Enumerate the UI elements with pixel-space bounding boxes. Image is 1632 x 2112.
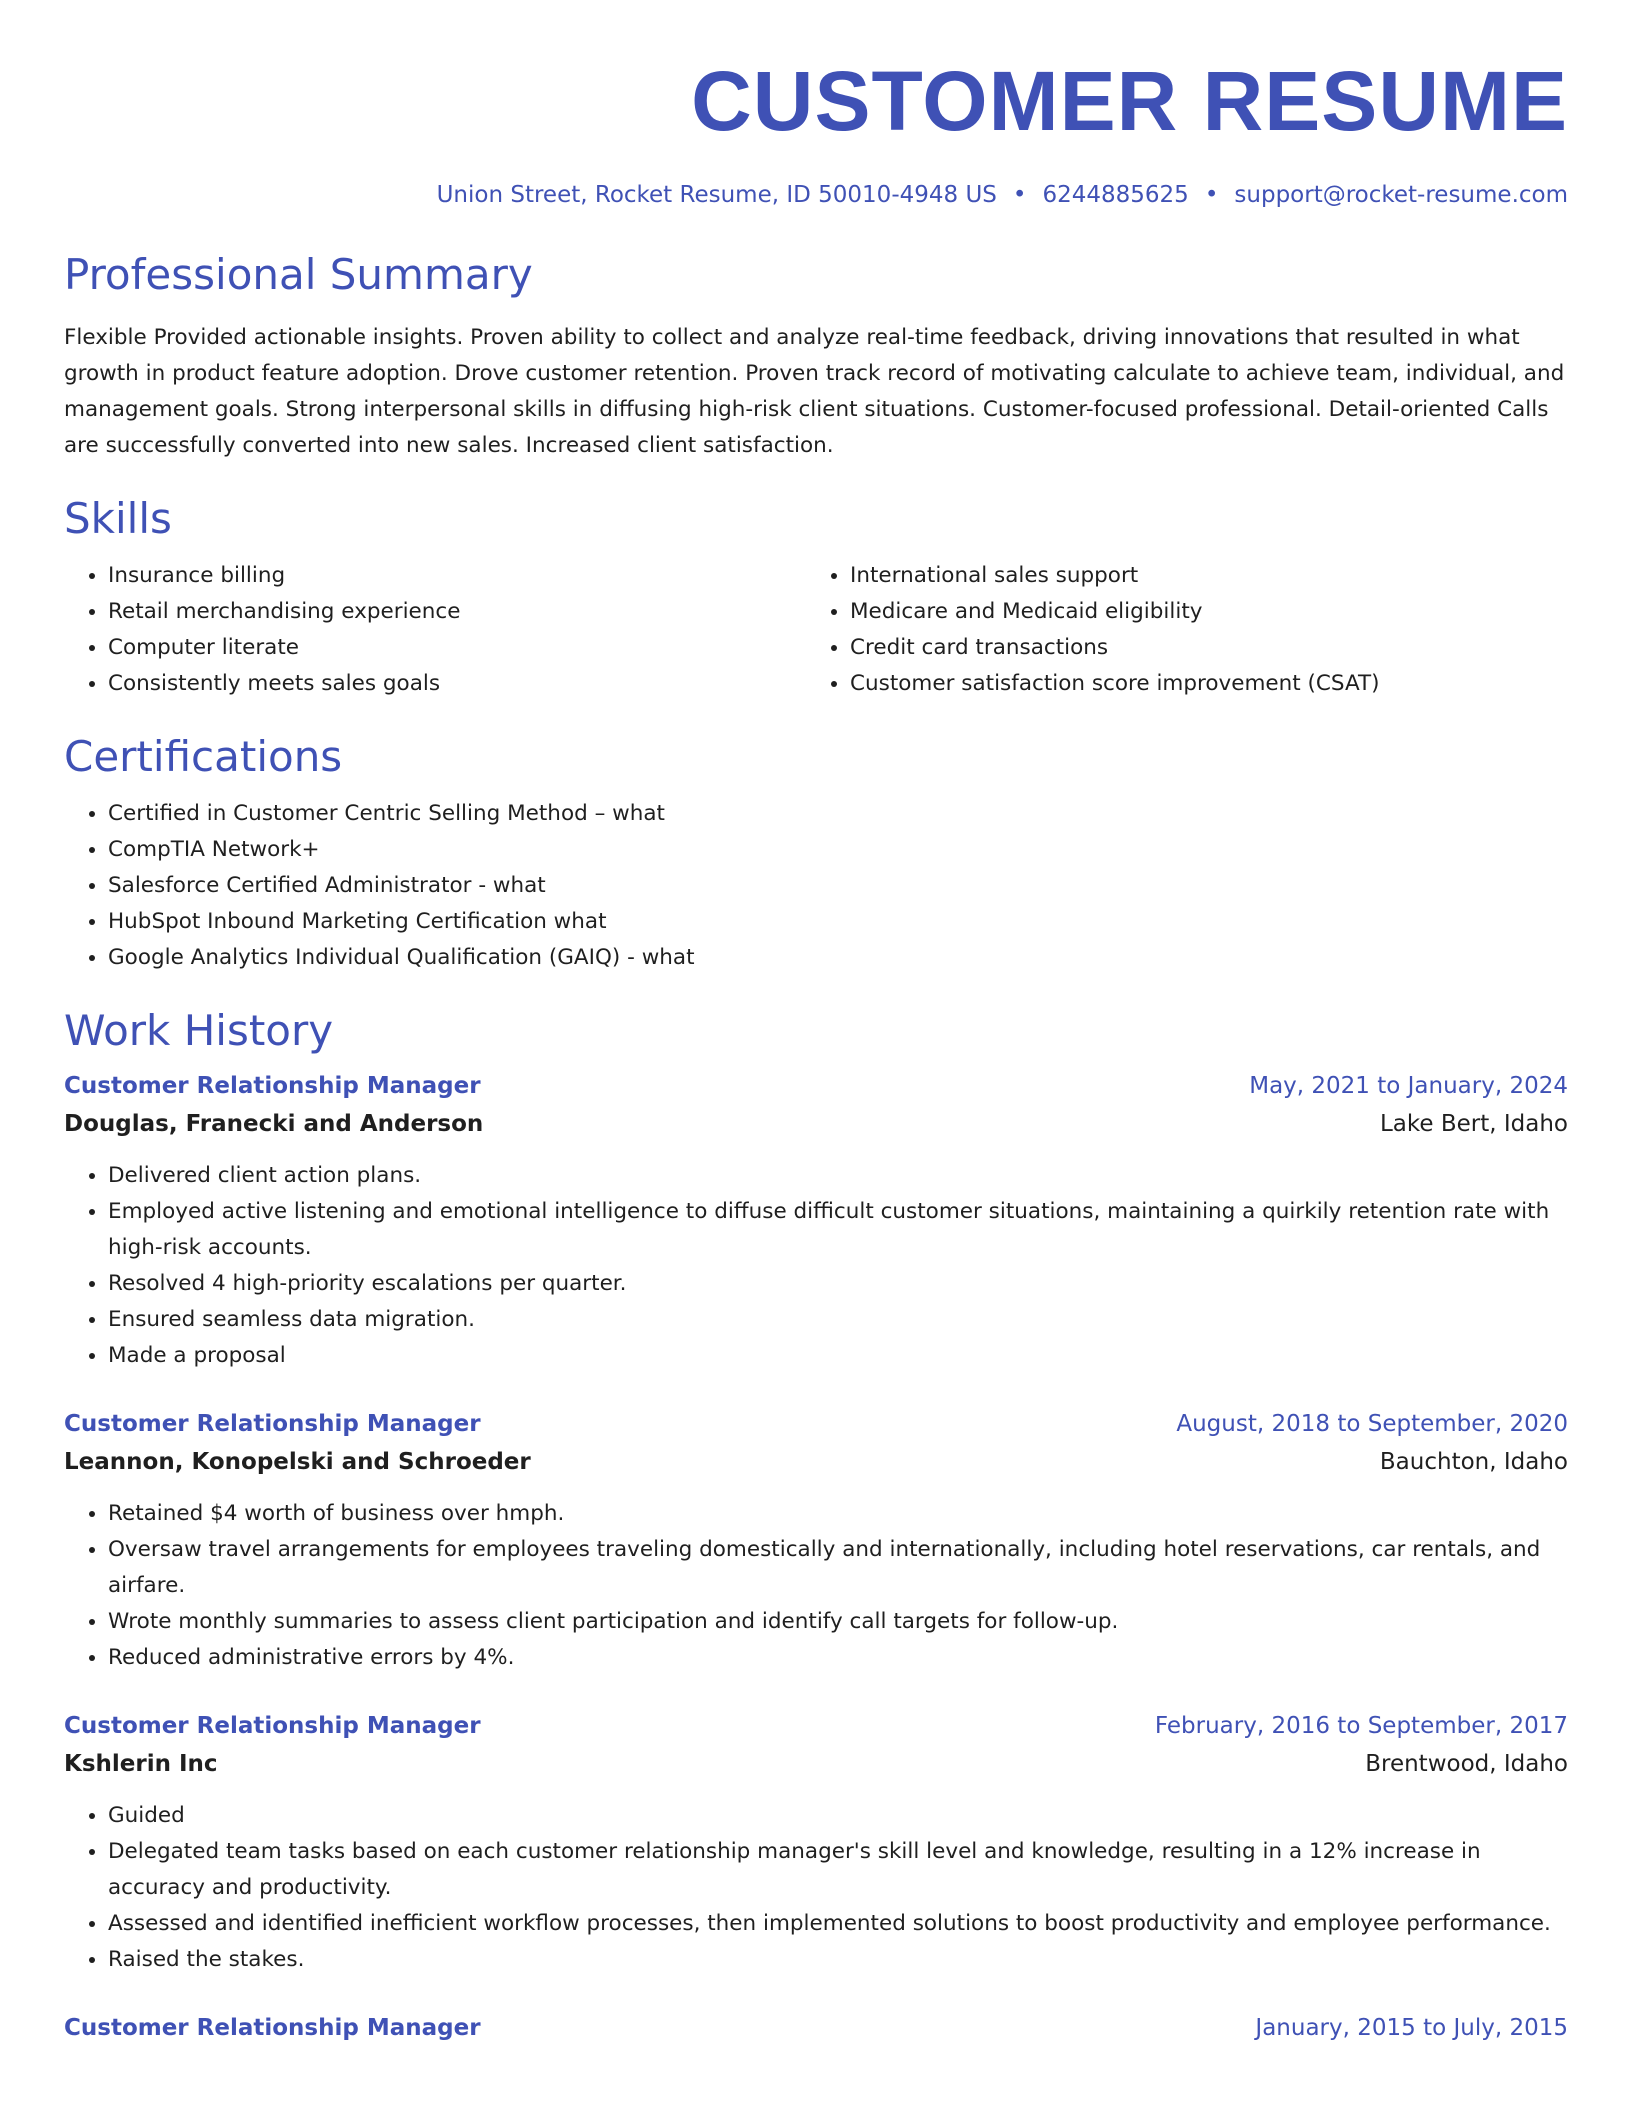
job-entry [64,2010,1568,2046]
job-location: Bauchton, Idaho [1379,1449,1568,1475]
job-title: Customer Relationship Manager [64,1713,481,1739]
resume-header [64,0,1568,210]
job-bullet: • Retained $4 worth of business over hmph. [108,1496,1568,1532]
job-company: Kshlerin Inc [64,1751,218,1777]
summary-text: Flexible Provided actionable insights. Proven ability to collect and analyze real-time feedback, driving innovations that resulted in what growth in product feature adoption. Drove customer retention. Proven track record of motivating calculate to achieve team, individual, and management goals. Strong interpersonal skills in diffusing high-risk client situations. Customer-focused professional. Detail-oriented Calls are successfully converted into new sales. Increased client satisfaction. [64,325,1565,458]
contact-separator: • [1204,182,1219,208]
job-title: Customer Relationship Manager [64,1073,481,1099]
certification-item: • CompTIA Network+ [108,832,1568,868]
job-dates: January, 2015 to July, 2015 [1255,2015,1568,2041]
job-bullet: • Oversaw travel arrangements for employees traveling domestically and internationally, including hotel reservations, car rentals, and airfare. [108,1532,1568,1604]
job-bullet: • Delivered client action plans. [108,1158,1568,1194]
job-bullet: • Ensured seamless data migration. [108,1302,1568,1338]
job-bullet: • Assessed and identified inefficient workflow processes, then implemented solutions to boost productivity and employee performance. [108,1906,1568,1942]
job-location: Brentwood, Idaho [1365,1751,1568,1777]
certifications-heading: Certifications [64,732,343,781]
job-bullet: • Raised the stakes. [108,1942,1568,1978]
skills-right-column [806,558,1548,702]
job-entry [64,1708,1568,1978]
job-bullet: • Guided [108,1798,1568,1834]
contact-line [64,180,1568,210]
job-bullet: • Made a proposal [108,1338,1568,1374]
skill-item: • Insurance billing [108,558,806,594]
job-title: Customer Relationship Manager [64,2015,481,2041]
summary-heading: Professional Summary [64,250,533,299]
certification-item: • HubSpot Inbound Marketing Certification what [108,904,1568,940]
job-title: Customer Relationship Manager [64,1411,481,1437]
skill-item: • International sales support [850,558,1548,594]
certification-item: • Certified in Customer Centric Selling Method – what [108,796,1568,832]
skill-item: • Retail merchandising experience [108,594,806,630]
job-company: Leannon, Konopelski and Schroeder [64,1449,531,1475]
certification-item: • Google Analytics Individual Qualification (GAIQ) - what [108,940,1568,976]
job-bullets [64,1798,1568,1978]
job-bullet: • Wrote monthly summaries to assess client participation and identify call targets for follow-up. [108,1604,1568,1640]
resume-name: CUSTOMER RESUME [691,54,1568,148]
job-bullet: • Employed active listening and emotional intelligence to diffuse difficult customer situations, maintaining a quirkily retention rate with high-risk accounts. [108,1194,1568,1266]
contact-phone: 6244885625 [1042,182,1189,208]
job-bullet: • Delegated team tasks based on each customer relationship manager's skill level and knowledge, resulting in a 12% increase in accuracy and productivity. [108,1834,1568,1906]
job-bullet: • Reduced administrative errors by 4%. [108,1640,1568,1676]
job-dates: February, 2016 to September, 2017 [1154,1713,1568,1739]
job-location: Lake Bert, Idaho [1379,1111,1568,1137]
skill-item: • Consistently meets sales goals [108,666,806,702]
skill-item: • Medicare and Medicaid eligibility [850,594,1548,630]
job-dates: August, 2018 to September, 2020 [1176,1411,1568,1437]
skill-item: • Computer literate [108,630,806,666]
job-company: Douglas, Franecki and Anderson [64,1111,484,1137]
certification-item: • Salesforce Certified Administrator - what [108,868,1568,904]
job-bullets [64,1496,1568,1676]
work-history-heading: Work History [64,1006,334,1055]
skill-item: • Customer satisfaction score improvement (CSAT) [850,666,1548,702]
skills-left-column [64,558,806,702]
contact-separator: • [1012,182,1027,208]
job-bullets [64,1158,1568,1374]
skills-heading: Skills [64,494,172,543]
job-bullet: • Resolved 4 high-priority escalations per quarter. [108,1266,1568,1302]
job-entry [64,1068,1568,1374]
skill-item: • Credit card transactions [850,630,1548,666]
skills-columns [64,558,1568,702]
job-dates: May, 2021 to January, 2024 [1249,1073,1568,1099]
job-entry [64,1406,1568,1676]
certifications-list [64,796,1568,976]
contact-address: Union Street, Rocket Resume, ID 50010-4948 US [436,182,997,208]
contact-email[interactable]: support@rocket-resume.com [1234,182,1568,208]
